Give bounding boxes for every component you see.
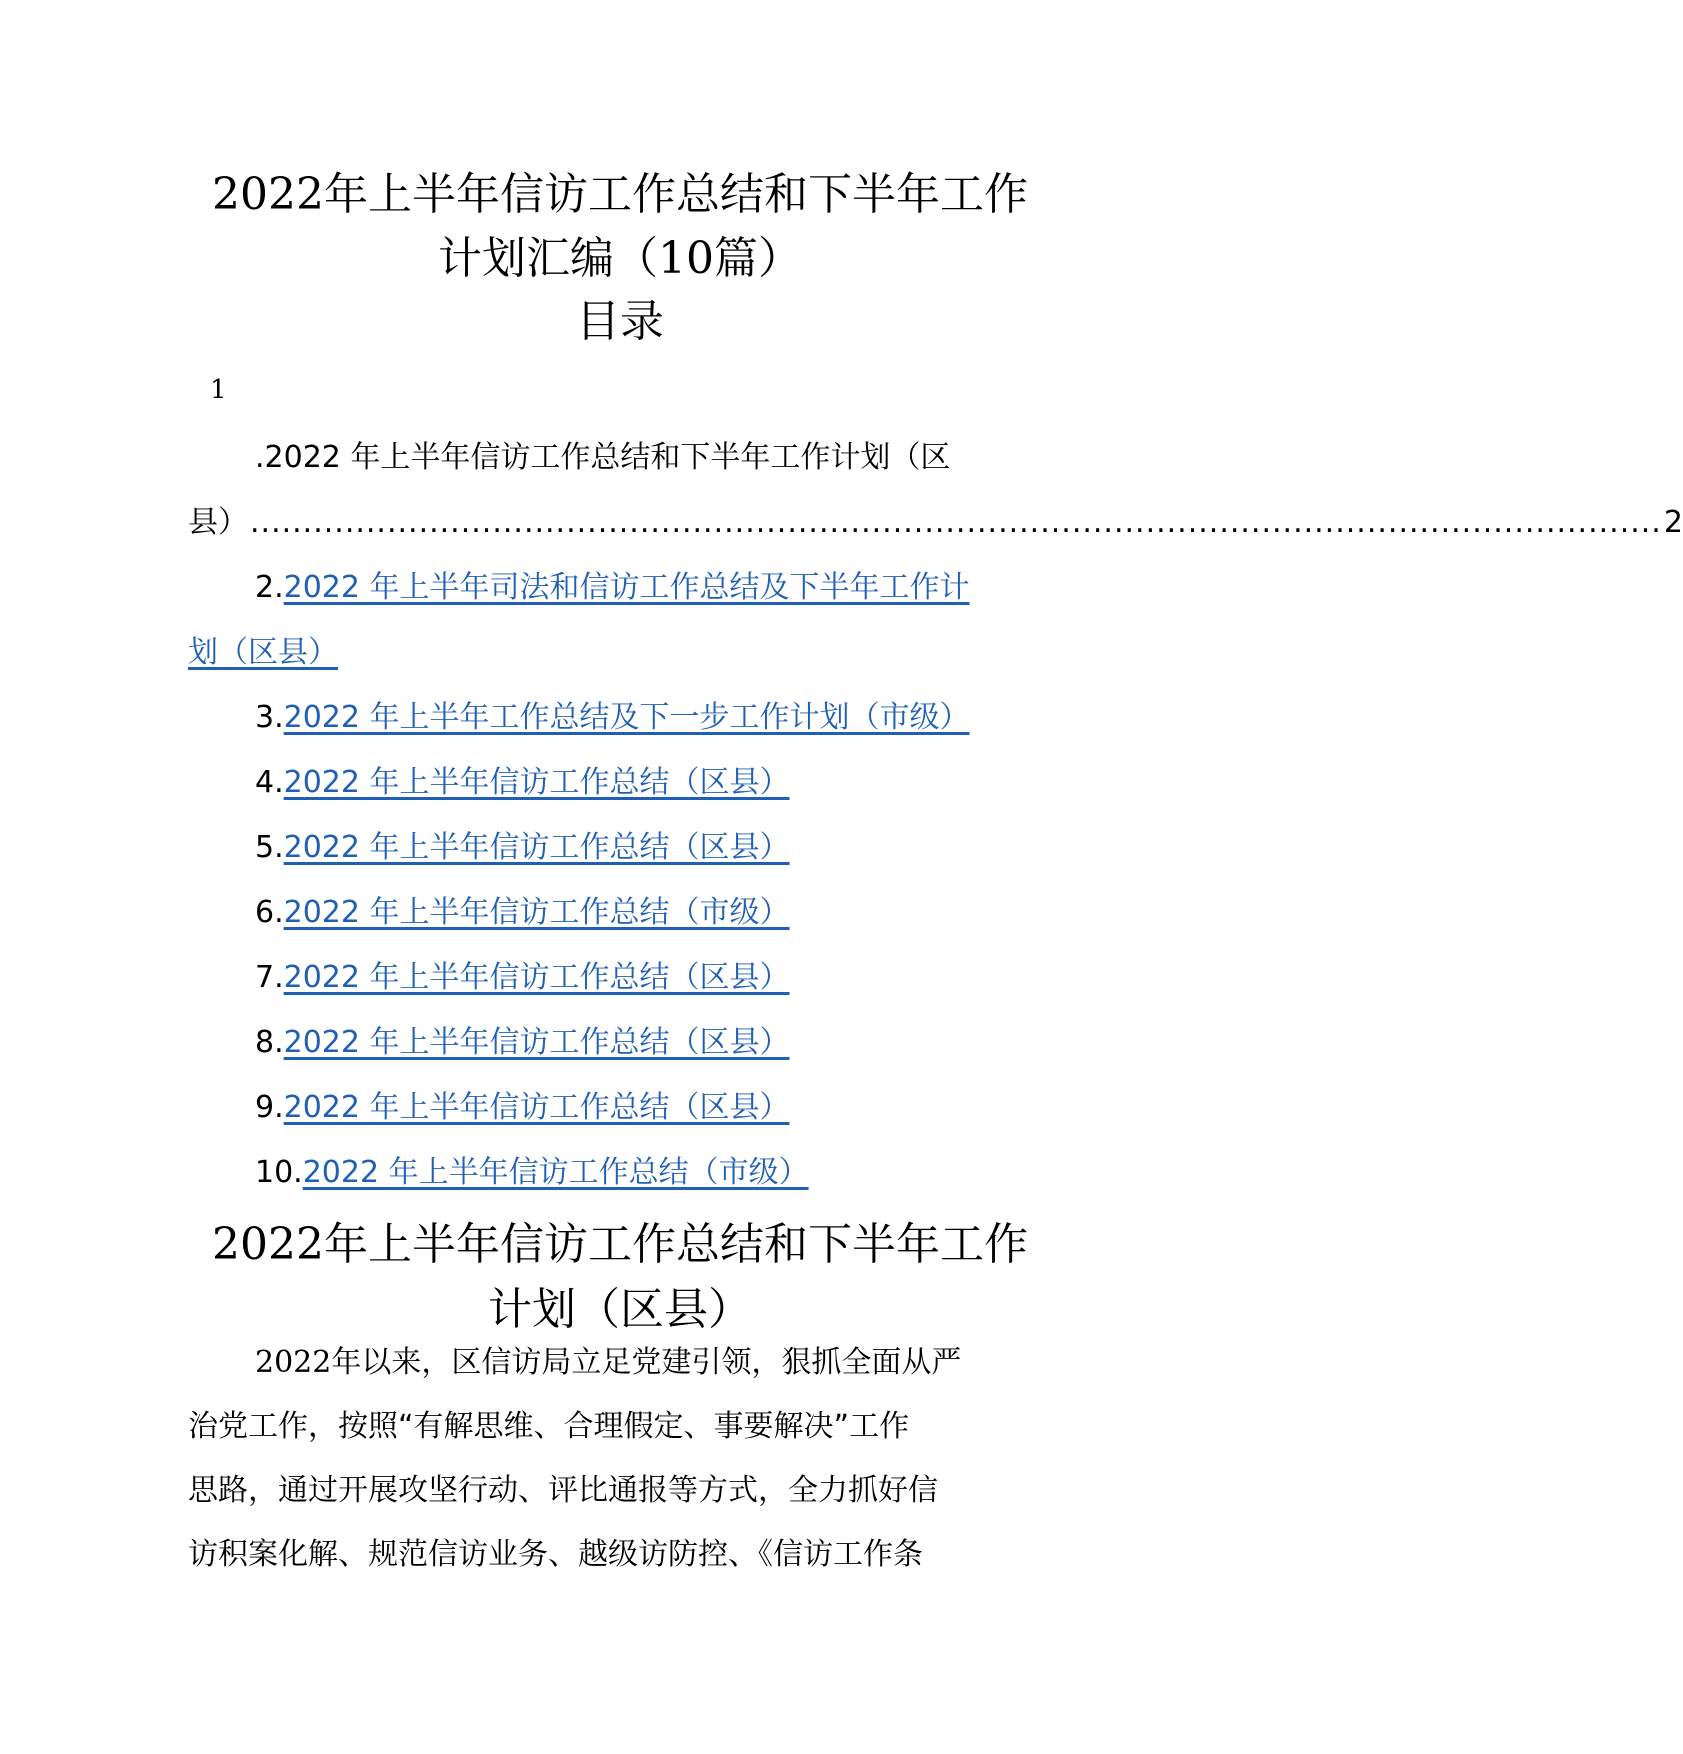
- toc-item-number: 4.: [255, 765, 284, 800]
- body-paragraph-line: 治党工作，按照“有解思维、合理假定、事要解决”工作: [188, 1409, 910, 1444]
- toc-marker: 1: [210, 375, 227, 405]
- toc-link[interactable]: 2022 年上半年工作总结及下一步工作计划（市级）: [283, 700, 970, 735]
- toc-item-2-cont[interactable]: [188, 631, 338, 675]
- toc-link[interactable]: 2022 年上半年信访工作总结（区县）: [283, 765, 790, 800]
- toc-item-4[interactable]: [255, 761, 790, 805]
- toc-item-number: 9.: [255, 1090, 284, 1125]
- toc-item-number: 5.: [255, 830, 284, 865]
- toc-item-6[interactable]: [255, 891, 790, 935]
- toc-item-number: 2.: [255, 570, 284, 605]
- document-title-line1: [0, 163, 1240, 227]
- section-title-line1: [0, 1213, 1240, 1277]
- title-year: 2022: [212, 169, 324, 220]
- section-title-year: 2022: [212, 1219, 324, 1270]
- toc-item-1[interactable]: [255, 436, 950, 480]
- toc-link-cont[interactable]: 划（区县）: [188, 635, 338, 670]
- body-paragraph-line: 思路，通过开展攻坚行动、评比通报等方式，全力抓好信: [188, 1473, 938, 1508]
- body-year: 2022: [255, 1345, 332, 1380]
- toc-item-1-cont[interactable]: [188, 501, 1683, 545]
- toc-link[interactable]: 2022 年上半年信访工作总结（区县）: [283, 830, 790, 865]
- toc-item-3[interactable]: [255, 696, 970, 740]
- toc-link[interactable]: 2022 年上半年信访工作总结（区县）: [283, 960, 790, 995]
- toc-item-number: 6.: [255, 895, 284, 930]
- toc-item-number: 3.: [255, 700, 284, 735]
- title-count: 10: [658, 233, 714, 284]
- toc-item-8[interactable]: [255, 1021, 790, 1065]
- toc-item-number: 7.: [255, 960, 284, 995]
- toc-item-1-text-cont: 县）: [188, 505, 248, 540]
- toc-link[interactable]: 2022 年上半年信访工作总结（区县）: [283, 1025, 790, 1060]
- toc-heading: 目录: [576, 296, 664, 347]
- toc-link[interactable]: 2022 年上半年司法和信访工作总结及下半年工作计: [283, 570, 970, 605]
- toc-item-9[interactable]: [255, 1086, 790, 1130]
- body-paragraph-line: 访积案化解、规范信访业务、越级访防控、《信访工作条: [188, 1537, 923, 1572]
- toc-item-number: 8.: [255, 1025, 284, 1060]
- toc-item-7[interactable]: [255, 956, 790, 1000]
- toc-item-number: 10.: [255, 1155, 303, 1190]
- toc-link[interactable]: 2022 年上半年信访工作总结（区县）: [283, 1090, 790, 1125]
- toc-link[interactable]: 2022 年上半年信访工作总结（市级）: [302, 1155, 809, 1190]
- title-post: 篇）: [714, 233, 802, 284]
- toc-page-number: 2: [1663, 505, 1683, 540]
- section-title-line2: 计划（区县）: [488, 1284, 752, 1335]
- section-title-text: 年上半年信访工作总结和下半年工作: [323, 1219, 1028, 1270]
- toc-leader-dots: ......................................................................................................................................: [250, 505, 1662, 540]
- title-pre: 计划汇编（: [438, 233, 658, 284]
- toc-item-2[interactable]: [255, 566, 970, 610]
- toc-item-5[interactable]: [255, 826, 790, 870]
- body-paragraph-line: [255, 1341, 1052, 1385]
- body-text: 年以来，区信访局立足党建引领，狠抓全面从严: [331, 1345, 962, 1380]
- title-text: 年上半年信访工作总结和下半年工作: [323, 169, 1028, 220]
- toc-item-10[interactable]: [255, 1151, 809, 1195]
- toc-link[interactable]: 2022 年上半年信访工作总结（市级）: [283, 895, 790, 930]
- document-title-line2: [0, 227, 1240, 291]
- toc-item-1-text: .2022 年上半年信访工作总结和下半年工作计划（区: [255, 440, 951, 475]
